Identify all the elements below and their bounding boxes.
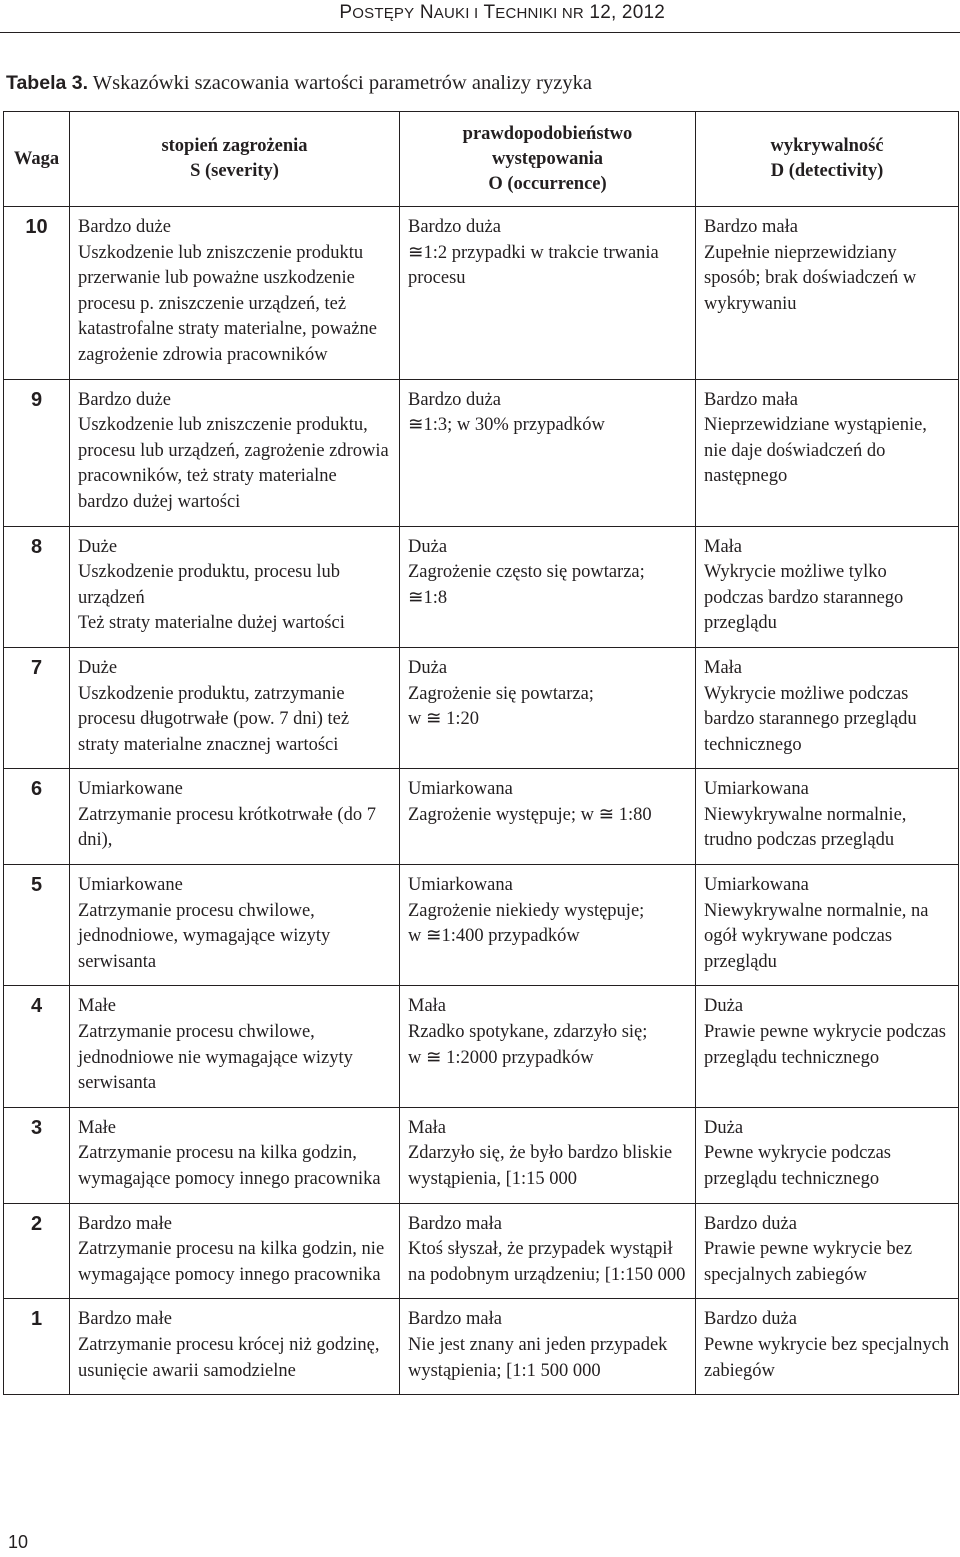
table-row [4,1299,959,1395]
severity-level: Duże [78,536,118,557]
severity-cell [70,526,400,647]
occurrence-cell [400,1203,696,1299]
weight-cell: 5 [4,865,70,986]
severity-description: Uszkodzenie lub zniszczenie produktu, procesu lub urządzeń, zagrożenie zdrowia pracowników, też straty materialne bardzo dużej wartości [78,415,389,512]
detectivity-level: Mała [704,536,743,557]
severity-level: Małe [78,996,117,1017]
severity-level: Umiarkowane [78,875,183,896]
table-caption-text: Wskazówki szacowania wartości parametrów analizy ryzyka [88,72,592,94]
severity-description: Uszkodzenie lub zniszczenie produktu przerwanie lub poważne uszkodzenie procesu p. zniszczenie urządzeń, też katastrofalne straty materialne, poważne zagrożenie zdrowia pracowników [78,242,377,365]
column-header-line: S (severity) [190,161,279,181]
occurrence-description: Zagrożenie często się powtarza; ≅1:8 [408,562,645,608]
occurrence-description: Rzadko spotykane, zdarzyło się; w ≅ 1:2000 przypadków [408,1022,648,1068]
table-row [4,769,959,865]
column-header-occurrence [400,112,696,207]
occurrence-cell [400,647,696,768]
table-row [4,526,959,647]
severity-level: Bardzo duże [78,217,171,237]
table-row [4,986,959,1107]
occurrence-description: ≅1:3; w 30% przypadków [408,415,605,436]
column-header-line: O (occurrence) [488,173,607,194]
journal-title-part: P [339,2,353,23]
table-row [4,865,959,986]
table-row [4,647,959,768]
column-header-severity [70,112,400,207]
severity-cell [70,986,400,1107]
occurrence-description: Zdarzyło się, że było bardzo bliskie wystąpienia, [1:15 000 [408,1143,673,1189]
detectivity-cell [696,1299,959,1395]
severity-cell [70,647,400,768]
column-header-line: Waga [13,148,60,169]
detectivity-cell [696,865,959,986]
detectivity-cell [696,526,959,647]
journal-title-part: ECHNIKI NR [495,5,584,22]
severity-level: Umiarkowane [78,779,183,800]
occurrence-level: Bardzo mała [408,1309,502,1330]
severity-level: Bardzo duże [78,389,171,410]
occurrence-description: Nie jest znany ani jeden przypadek wystąpienia; [1:1 500 000 [408,1334,668,1381]
weight-cell: 9 [4,379,70,526]
page-number: 10 [8,1532,29,1552]
detectivity-description: Pewne wykrycie bez specjalnych zabiegów [704,1334,950,1381]
weight-cell: 2 [4,1203,70,1299]
occurrence-cell [400,526,696,647]
occurrence-cell [400,986,696,1107]
occurrence-description: ≅1:2 przypadki w trakcie trwania procesu [408,242,659,289]
detectivity-cell [696,769,959,865]
weight-cell: 8 [4,526,70,647]
severity-cell [70,207,400,380]
detectivity-level: Duża [704,996,744,1017]
detectivity-description: Niewykrywalne normalnie, na ogół wykrywane podczas przeglądu [704,900,929,972]
severity-cell [70,1203,400,1299]
column-header-detectivity [696,112,959,207]
severity-cell [70,865,400,986]
detectivity-cell [696,986,959,1107]
table-caption [6,72,592,95]
column-header-line: stopień zagrożenia [161,136,308,156]
journal-title-part: AUKI I [433,5,479,22]
severity-cell [70,379,400,526]
detectivity-level: Umiarkowana [704,779,809,800]
journal-title-part: T [478,2,496,23]
weight-cell: 4 [4,986,70,1107]
detectivity-level: Bardzo duża [704,1213,797,1234]
journal-issue: 12, 2012 [583,2,665,23]
occurrence-cell [400,1107,696,1203]
detectivity-description: Zupełnie nieprzewidziany sposób; brak doświadczeń w wykrywaniu [704,242,917,314]
weight-cell: 7 [4,647,70,768]
table-body [4,207,959,1395]
detectivity-level: Bardzo mała [704,217,798,237]
occurrence-level: Umiarkowana [408,875,513,896]
severity-level: Bardzo małe [78,1213,172,1234]
severity-cell [70,769,400,865]
table-row [4,1203,959,1299]
occurrence-level: Duża [408,536,448,557]
detectivity-level: Bardzo duża [704,1309,797,1330]
occurrence-level: Umiarkowana [408,779,513,800]
detectivity-level: Mała [704,657,743,678]
occurrence-cell [400,1299,696,1395]
occurrence-description: Zagrożenie niekiedy występuje; w ≅1:400 przypadków [408,900,645,947]
severity-description: Uszkodzenie produktu, procesu lub urządzeń Też straty materialne dużej wartości [78,562,345,634]
table-row [4,1107,959,1203]
severity-level: Małe [78,1117,117,1138]
table-header-row [4,112,959,207]
column-header-line: D (detectivity) [770,161,884,181]
column-header-line: prawdopodobieństwo [462,123,633,144]
occurrence-description: Ktoś słyszał, że przypadek wystąpił na podobnym urządzeniu; [1:150 000 [408,1239,686,1285]
detectivity-cell [696,647,959,768]
occurrence-level: Mała [408,1117,447,1138]
occurrence-cell [400,379,696,526]
detectivity-level: Duża [704,1117,744,1138]
occurrence-cell [400,865,696,986]
detectivity-description: Niewykrywalne normalnie, trudno podczas przeglądu [704,804,907,851]
occurrence-level: Mała [408,996,447,1017]
severity-description: Zatrzymanie procesu krócej niż godzinę, usunięcie awarii samodzielne [78,1334,380,1381]
table-row [4,379,959,526]
occurrence-cell [400,769,696,865]
weight-cell: 6 [4,769,70,865]
detectivity-description: Prawie pewne wykrycie podczas przeglądu technicznego [704,1022,946,1068]
severity-level: Bardzo małe [78,1309,172,1330]
table-caption-label: Tabela 3. [6,72,89,94]
weight-cell: 1 [4,1299,70,1395]
column-header-line: wykrywalność [770,136,884,156]
severity-description: Zatrzymanie procesu krótkotrwałe (do 7 dni), [78,804,376,851]
detectivity-description: Pewne wykrycie podczas przeglądu technicznego [704,1143,891,1189]
detectivity-cell [696,207,959,380]
table-row [4,207,959,380]
severity-cell [70,1107,400,1203]
weight-cell: 3 [4,1107,70,1203]
occurrence-level: Bardzo duża [408,217,501,237]
severity-description: Zatrzymanie procesu na kilka godzin, nie wymagające pomocy innego pracownika [78,1239,385,1285]
detectivity-cell [696,1203,959,1299]
header-rule [0,32,960,33]
detectivity-description: Prawie pewne wykrycie bez specjalnych zabiegów [704,1239,913,1285]
journal-title-part: N [414,2,434,23]
detectivity-cell [696,1107,959,1203]
detectivity-level: Umiarkowana [704,875,809,896]
severity-level: Duże [78,657,118,678]
column-header-weight [4,112,70,207]
severity-description: Zatrzymanie procesu chwilowe, jednodniowe, wymagające wizyty serwisanta [78,900,331,972]
occurrence-cell [400,207,696,380]
column-header-line: występowania [491,148,603,169]
severity-description: Zatrzymanie procesu chwilowe, jednodniowe nie wymagające wizyty serwisanta [78,1022,353,1094]
risk-parameters-table [3,111,959,1395]
severity-cell [70,1299,400,1395]
weight-cell: 10 [4,207,70,380]
running-header [339,2,665,24]
occurrence-description: Zagrożenie się powtarza; w ≅ 1:20 [408,683,594,730]
occurrence-description: Zagrożenie występuje; w ≅ 1:80 [408,804,652,825]
severity-description: Uszkodzenie produktu, zatrzymanie procesu długotrwałe (pow. 7 dni) też straty materialne znacznej wartości [78,683,350,755]
journal-title-part: OSTĘPY [352,5,415,22]
severity-description: Zatrzymanie procesu na kilka godzin, wymagające pomocy innego pracownika [78,1143,381,1189]
detectivity-description: Wykrycie możliwe tylko podczas bardzo starannego przeglądu [704,562,904,634]
detectivity-description: Nieprzewidziane wystąpienie, nie daje doświadczeń do następnego [704,415,927,487]
occurrence-level: Bardzo mała [408,1213,502,1234]
occurrence-level: Bardzo duża [408,389,501,410]
detectivity-cell [696,379,959,526]
detectivity-level: Bardzo mała [704,389,798,410]
detectivity-description: Wykrycie możliwe podczas bardzo starannego przeglądu technicznego [704,683,917,755]
occurrence-level: Duża [408,657,448,678]
